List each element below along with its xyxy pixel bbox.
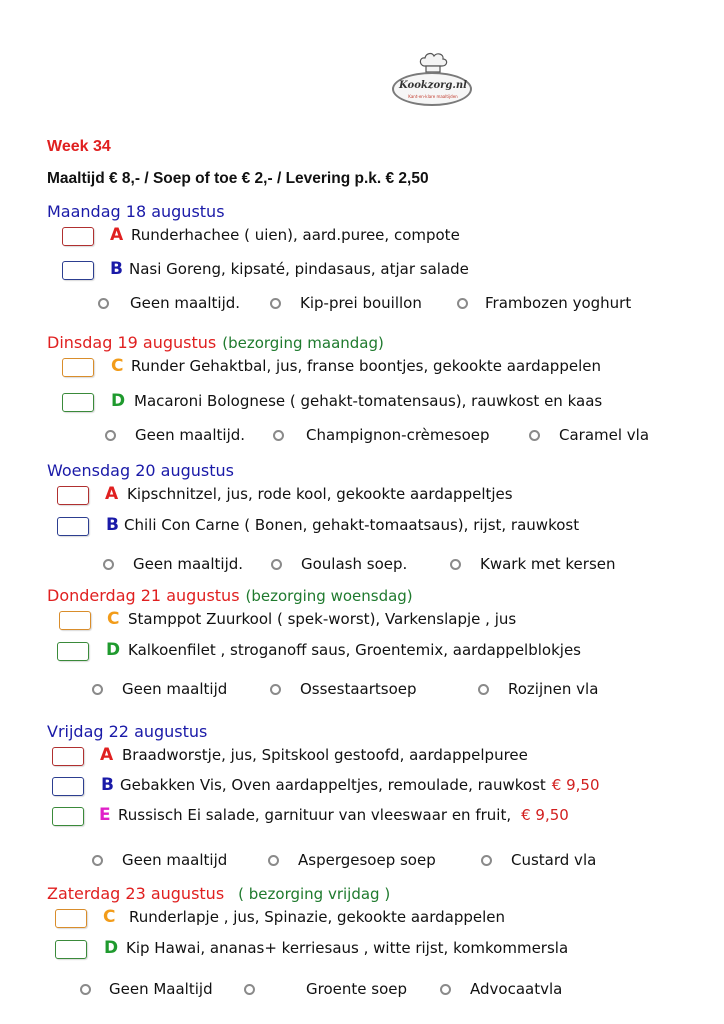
meal-checkbox[interactable] <box>62 358 94 377</box>
meal-checkbox[interactable] <box>52 747 84 766</box>
radio-button[interactable] <box>98 298 109 309</box>
day-heading-donderdag <box>47 586 413 605</box>
meal-letter: C <box>111 356 124 376</box>
meal-checkbox[interactable] <box>57 642 89 661</box>
option-label: Advocaatvla <box>470 980 563 998</box>
radio-button[interactable] <box>481 855 492 866</box>
option-label: Geen maaltijd. <box>133 555 244 573</box>
radio-button[interactable] <box>457 298 468 309</box>
day-heading-maandag <box>47 202 225 221</box>
meal-checkbox[interactable] <box>62 261 94 280</box>
radio-button[interactable] <box>440 984 451 995</box>
meal-letter: A <box>100 745 114 765</box>
meal-letter: D <box>111 391 126 411</box>
price-line: Maaltijd € 8,- / Soep of toe € 2,- / Levering p.k. € 2,50 <box>47 170 429 187</box>
meal-checkbox[interactable] <box>59 611 91 630</box>
radio-button[interactable] <box>105 430 116 441</box>
option-label: Aspergesoep soep <box>298 851 436 869</box>
meal-description: Runder Gehaktbal, jus, franse boontjes, gekookte aardappelen <box>131 357 601 375</box>
meal-description: Runderlapje , jus, Spinazie, gekookte aardappelen <box>129 908 505 926</box>
meal-letter: B <box>101 775 114 795</box>
option-label: Geen maaltijd <box>122 851 228 869</box>
meal-letter: A <box>105 484 119 504</box>
week-title: Week 34 <box>47 138 111 155</box>
radio-button[interactable] <box>450 559 461 570</box>
meal-letter: C <box>103 907 116 927</box>
meal-checkbox[interactable] <box>62 393 94 412</box>
option-label: Kwark met kersen <box>480 555 616 573</box>
meal-letter: E <box>99 805 111 825</box>
meal-text: Gebakken Vis, Oven aardappeltjes, remoulade, rauwkost <box>120 776 546 794</box>
logo-tagline: Kant-en-klare maaltijden <box>408 94 458 99</box>
option-label: Geen maaltijd. <box>135 426 246 444</box>
option-label: Custard vla <box>511 851 597 869</box>
meal-checkbox[interactable] <box>62 227 94 246</box>
day-heading-vrijdag <box>47 722 207 741</box>
option-label: Groente soep <box>306 980 407 998</box>
meal-description: Braadworstje, jus, Spitskool gestoofd, aardappelpuree <box>122 746 528 764</box>
radio-button[interactable] <box>478 684 489 695</box>
option-label: Frambozen yoghurt <box>485 294 632 312</box>
radio-button[interactable] <box>92 684 103 695</box>
option-label: Caramel vla <box>559 426 650 444</box>
option-label: Geen maaltijd. <box>130 294 241 312</box>
option-label: Geen maaltijd <box>122 680 228 698</box>
meal-description: Kipschnitzel, jus, rode kool, gekookte aardappeltjes <box>127 485 513 503</box>
day-heading-dinsdag <box>47 333 384 352</box>
day-title: Zaterdag 23 augustus <box>47 884 225 903</box>
delivery-note: ( bezorging vrijdag ) <box>238 885 391 903</box>
meal-letter: A <box>110 225 124 245</box>
option-label: Goulash soep. <box>301 555 408 573</box>
meal-checkbox[interactable] <box>55 940 87 959</box>
meal-description: Runderhachee ( uien), aard.puree, compote <box>131 226 460 244</box>
meal-letter: B <box>110 259 123 279</box>
kookzorg-logo <box>390 52 476 112</box>
meal-checkbox[interactable] <box>57 486 89 505</box>
meal-description: Nasi Goreng, kipsaté, pindasaus, atjar salade <box>129 260 469 278</box>
meal-description: Kalkoenfilet , stroganoff saus, Groentemix, aardappelblokjes <box>128 641 581 659</box>
meal-checkbox[interactable] <box>57 517 89 536</box>
delivery-note: (bezorging maandag) <box>222 334 384 352</box>
chef-hat-icon <box>418 52 448 74</box>
radio-button[interactable] <box>92 855 103 866</box>
meal-checkbox[interactable] <box>52 777 84 796</box>
meal-price: € 9,50 <box>521 806 569 824</box>
meal-checkbox[interactable] <box>55 909 87 928</box>
option-label: Rozijnen vla <box>508 680 599 698</box>
day-title: Dinsdag 19 augustus <box>47 333 217 352</box>
day-title: Vrijdag 22 augustus <box>47 722 208 741</box>
radio-button[interactable] <box>270 298 281 309</box>
meal-description: Chili Con Carne ( Bonen, gehakt-tomaatsaus), rijst, rauwkost <box>124 516 580 534</box>
logo-brand-text: Kookzorg.nl <box>399 80 467 91</box>
radio-button[interactable] <box>529 430 540 441</box>
delivery-note: (bezorging woensdag) <box>245 587 413 605</box>
radio-button[interactable] <box>273 430 284 441</box>
radio-button[interactable] <box>103 559 114 570</box>
option-label: Champignon-crèmesoep <box>306 426 490 444</box>
option-label: Geen Maaltijd <box>109 980 213 998</box>
radio-button[interactable] <box>271 559 282 570</box>
day-heading-woensdag <box>47 461 234 480</box>
day-title: Maandag 18 augustus <box>47 202 225 221</box>
radio-button[interactable] <box>270 684 281 695</box>
radio-button[interactable] <box>80 984 91 995</box>
meal-description: Stamppot Zuurkool ( spek-worst), Varkenslapje , jus <box>128 610 517 628</box>
day-title: Woensdag 20 augustus <box>47 461 234 480</box>
meal-text: Russisch Ei salade, garnituur van vleeswaar en fruit, <box>118 806 512 824</box>
meal-checkbox[interactable] <box>52 807 84 826</box>
radio-button[interactable] <box>268 855 279 866</box>
meal-description: Kip Hawai, ananas+ kerriesaus , witte rijst, komkommersla <box>126 939 569 957</box>
day-title: Donderdag 21 augustus <box>47 586 240 605</box>
meal-description: Macaroni Bolognese ( gehakt-tomatensaus), rauwkost en kaas <box>134 392 603 410</box>
meal-letter: B <box>106 515 119 535</box>
meal-letter: C <box>107 609 120 629</box>
radio-button[interactable] <box>244 984 255 995</box>
meal-letter: D <box>104 938 119 958</box>
meal-letter: D <box>106 640 121 660</box>
meal-description <box>118 806 569 824</box>
option-label: Kip-prei bouillon <box>300 294 422 312</box>
day-heading-zaterdag <box>47 884 390 903</box>
option-label: Ossestaartsoep <box>300 680 417 698</box>
meal-description <box>120 776 600 794</box>
meal-price: € 9,50 <box>551 776 600 794</box>
